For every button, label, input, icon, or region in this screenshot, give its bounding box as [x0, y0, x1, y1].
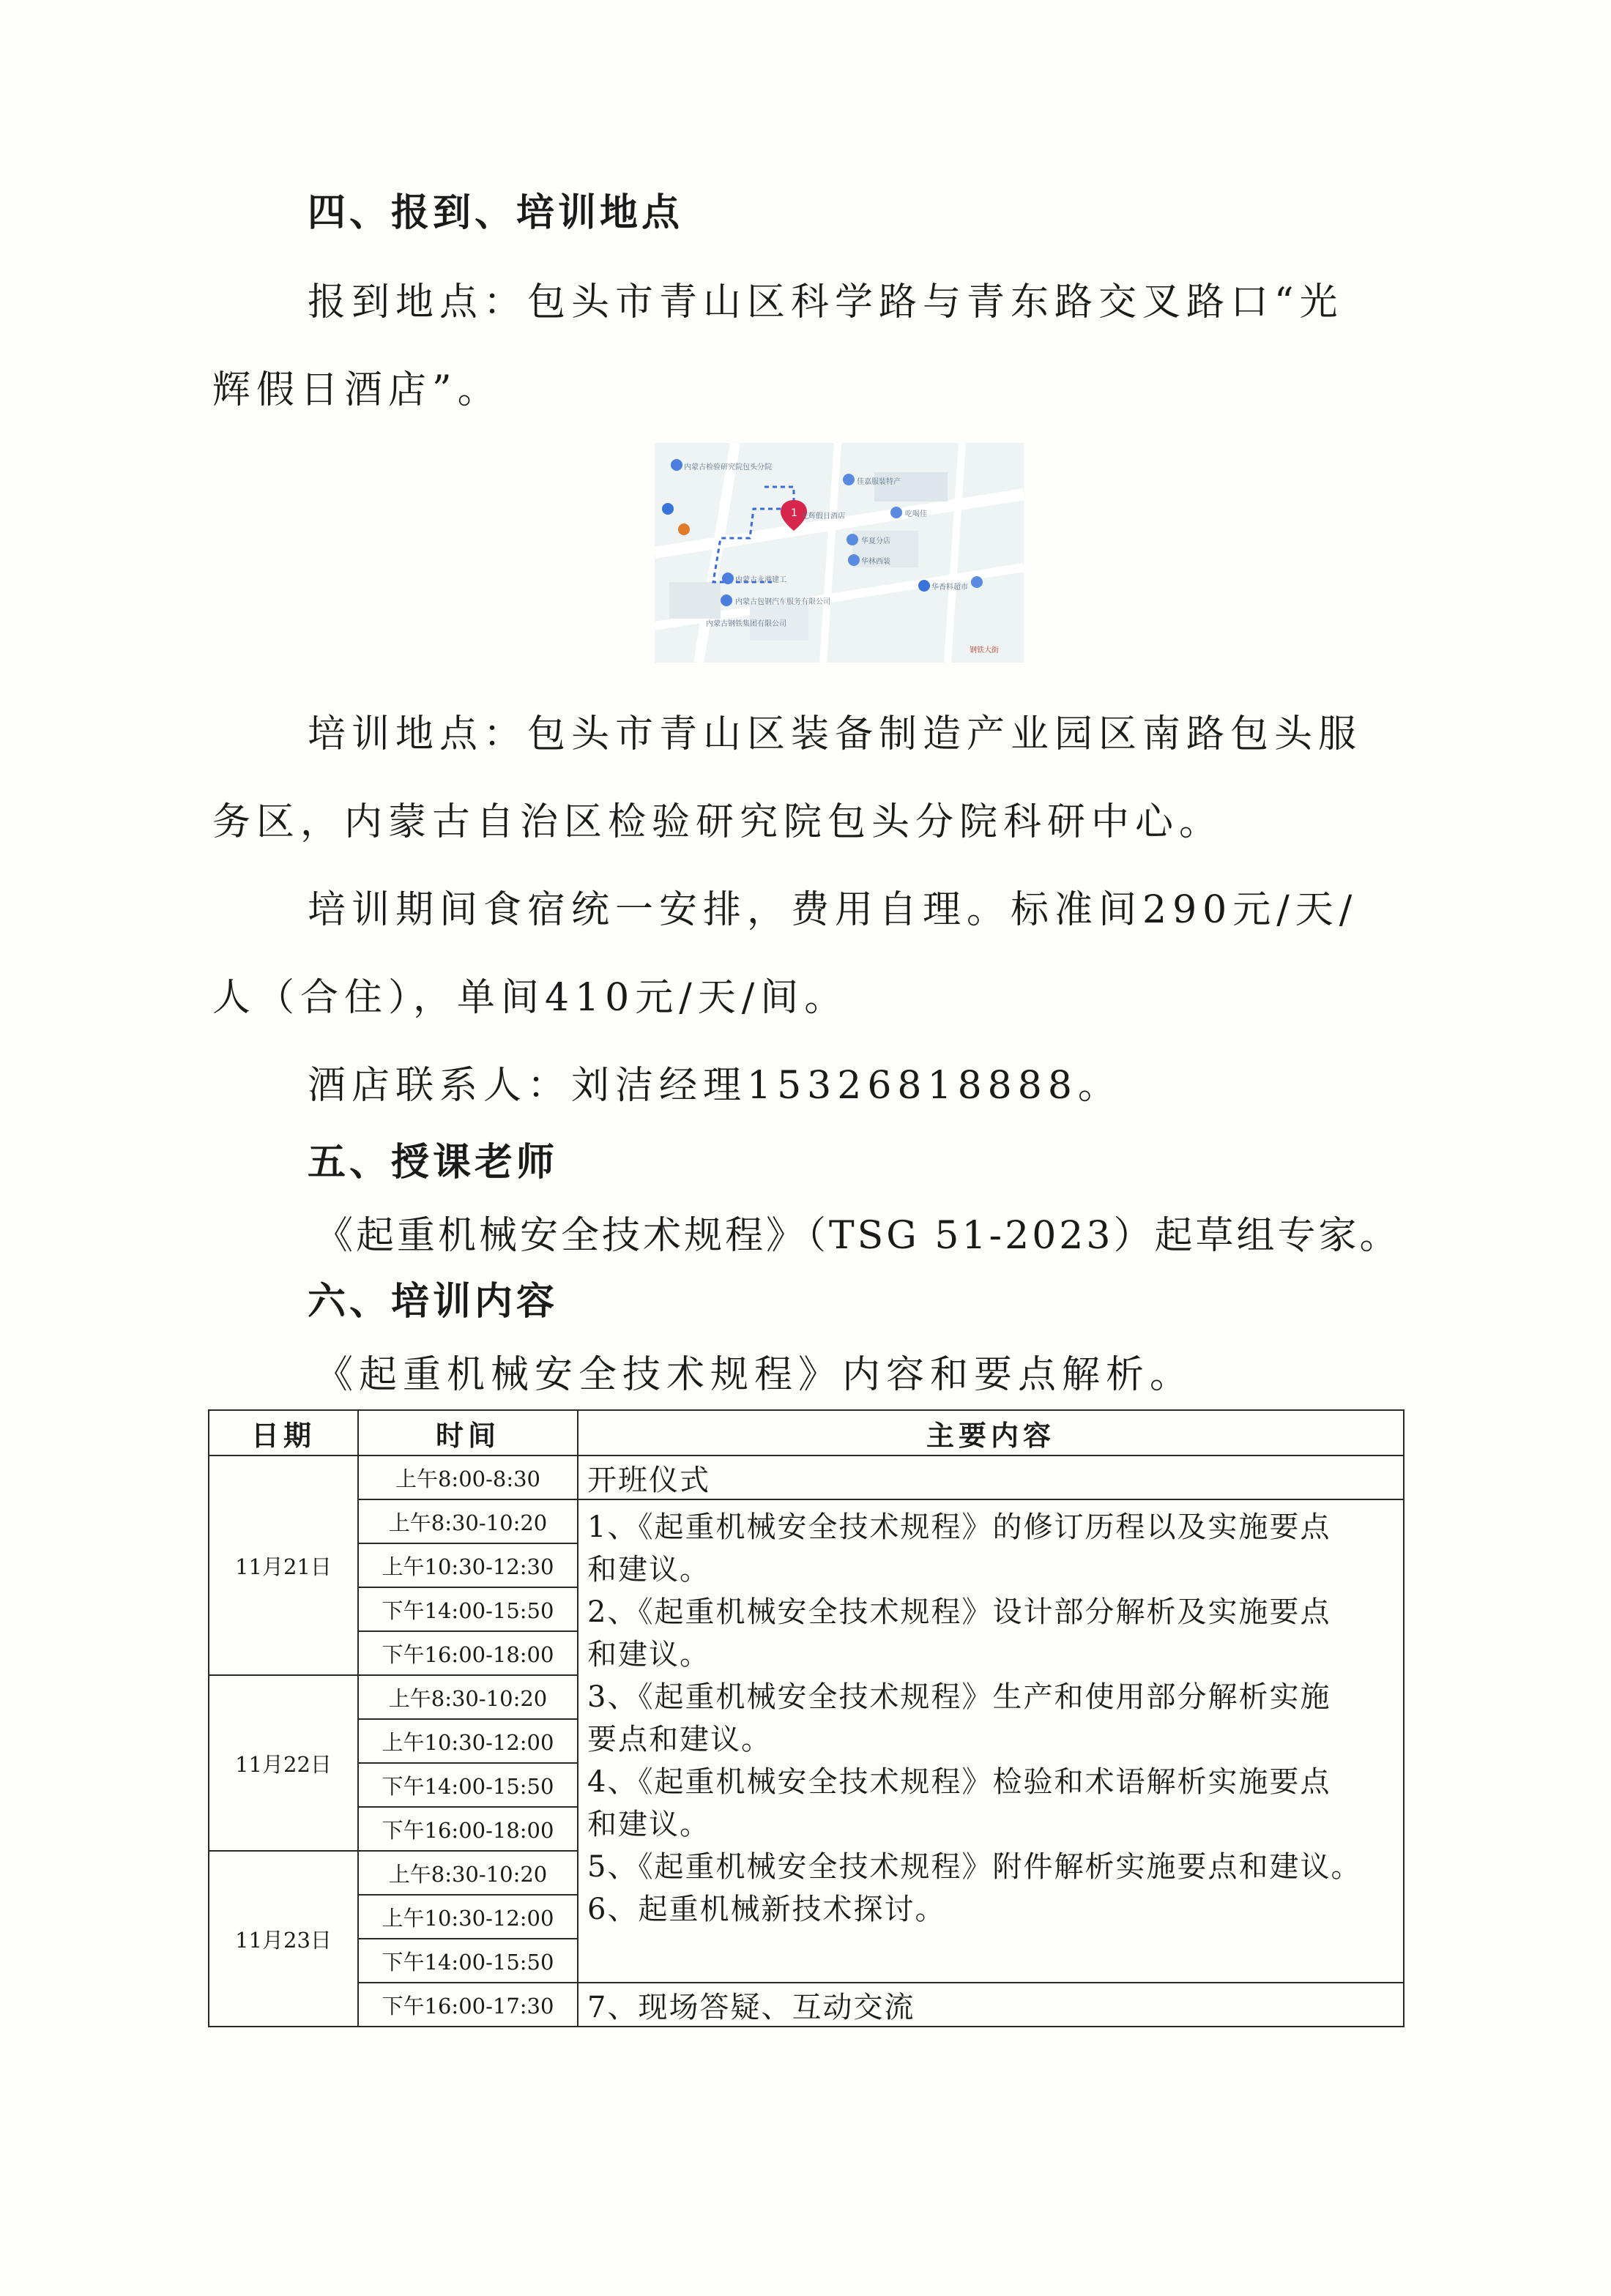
time-cell: 下午16:00-17:30: [358, 1983, 578, 2027]
time-cell: 上午10:30-12:00: [358, 1719, 578, 1763]
opening-ceremony: 开班仪式: [578, 1456, 1404, 1499]
training-location-line-2: 务区，内蒙古自治区检验研究院包头分院科研中心。: [212, 800, 1224, 844]
map-label: 佳嘉服装特产: [857, 478, 901, 486]
lodging-line-2: 人（合住），单间410元/天/间。: [212, 976, 849, 1020]
column-header-date: 日期: [209, 1410, 358, 1456]
section-4-heading: 四、报到、培训地点: [308, 191, 684, 235]
map-label: 内蒙古检验研究院包头分院: [684, 463, 772, 471]
time-cell: 上午8:30-10:20: [358, 1499, 578, 1543]
map-label: 华香料超市: [931, 584, 968, 592]
report-location-line-1: 报到地点：包头市青山区科学路与青东路交叉路口“光: [308, 280, 1344, 324]
time-cell: 上午10:30-12:00: [358, 1895, 578, 1939]
map-graphic: [655, 443, 1024, 663]
column-header-content: 主要内容: [578, 1410, 1404, 1456]
content-line: 1、《起重机械安全技术规程》的修订历程以及实施要点: [587, 1510, 1331, 1544]
map-label: 华夏分店: [861, 537, 890, 545]
map-label: 华林西装: [861, 558, 890, 566]
time-cell: 上午8:00-8:30: [358, 1456, 578, 1499]
content-line: 和建议。: [587, 1638, 710, 1671]
column-header-time: 时间: [358, 1410, 578, 1456]
map-label: 吃喝佳: [905, 510, 927, 518]
time-cell: 上午8:30-10:20: [358, 1851, 578, 1895]
table-row: [209, 1499, 1404, 1543]
date-cell: 11月23日: [209, 1851, 358, 2027]
report-location-line-2: 辉假日酒店”。: [212, 368, 502, 412]
time-cell: 下午14:00-15:50: [358, 1587, 578, 1631]
training-location-line-1: 培训地点：包头市青山区装备制造产业园区南路包头服: [308, 712, 1363, 756]
hotel-contact: 酒店联系人：刘洁经理15326818888。: [308, 1064, 1122, 1108]
time-cell: 下午16:00-18:00: [358, 1807, 578, 1851]
section-6-heading: 六、培训内容: [308, 1280, 559, 1324]
main-content-cell: [578, 1499, 1404, 1983]
table-row: [209, 1983, 1404, 2027]
lodging-line-1: 培训期间食宿统一安排，费用自理。标准间290元/天/: [308, 888, 1358, 932]
time-cell: 上午8:30-10:20: [358, 1675, 578, 1719]
training-content-intro: 《起重机械安全技术规程》内容和要点解析。: [315, 1353, 1194, 1397]
svg-text:1: 1: [791, 507, 797, 519]
time-cell: 上午10:30-12:30: [358, 1543, 578, 1587]
content-line: 5、《起重机械安全技术规程》附件解析实施要点和建议。: [587, 1850, 1362, 1884]
table-header-row: [209, 1410, 1404, 1456]
location-map: [655, 443, 1024, 663]
time-cell: 下午14:00-15:50: [358, 1763, 578, 1807]
content-line: 4、《起重机械安全技术规程》检验和术语解析实施要点: [587, 1765, 1331, 1799]
content-line: 6、起重机械新技术探讨。: [587, 1893, 946, 1926]
section-5-heading: 五、授课老师: [308, 1141, 559, 1185]
closing-session: 7、现场答疑、互动交流: [578, 1983, 1404, 2027]
time-cell: 下午14:00-15:50: [358, 1939, 578, 1983]
map-label: 光辉假日酒店: [801, 512, 845, 521]
map-label: 钢铁大街: [970, 646, 999, 655]
content-line: 和建议。: [587, 1808, 710, 1841]
map-label: 内蒙古钢铁集团有限公司: [706, 620, 786, 628]
map-label: 内蒙古永港建工: [735, 576, 786, 584]
date-cell: 11月21日: [209, 1456, 358, 1675]
schedule-table: [208, 1409, 1404, 2027]
content-line: 和建议。: [587, 1553, 710, 1587]
map-label: 内蒙古包钢汽车服务有限公司: [735, 598, 830, 606]
instructor-text: 《起重机械安全技术规程》（TSG 51-2023）起草组专家。: [315, 1214, 1401, 1258]
content-line: 3、《起重机械安全技术规程》生产和使用部分解析实施: [587, 1680, 1331, 1714]
table-row: [209, 1456, 1404, 1499]
date-cell: 11月22日: [209, 1675, 358, 1851]
content-line: 2、《起重机械安全技术规程》设计部分解析及实施要点: [587, 1595, 1331, 1629]
content-line: 要点和建议。: [587, 1723, 772, 1756]
time-cell: 下午16:00-18:00: [358, 1631, 578, 1675]
